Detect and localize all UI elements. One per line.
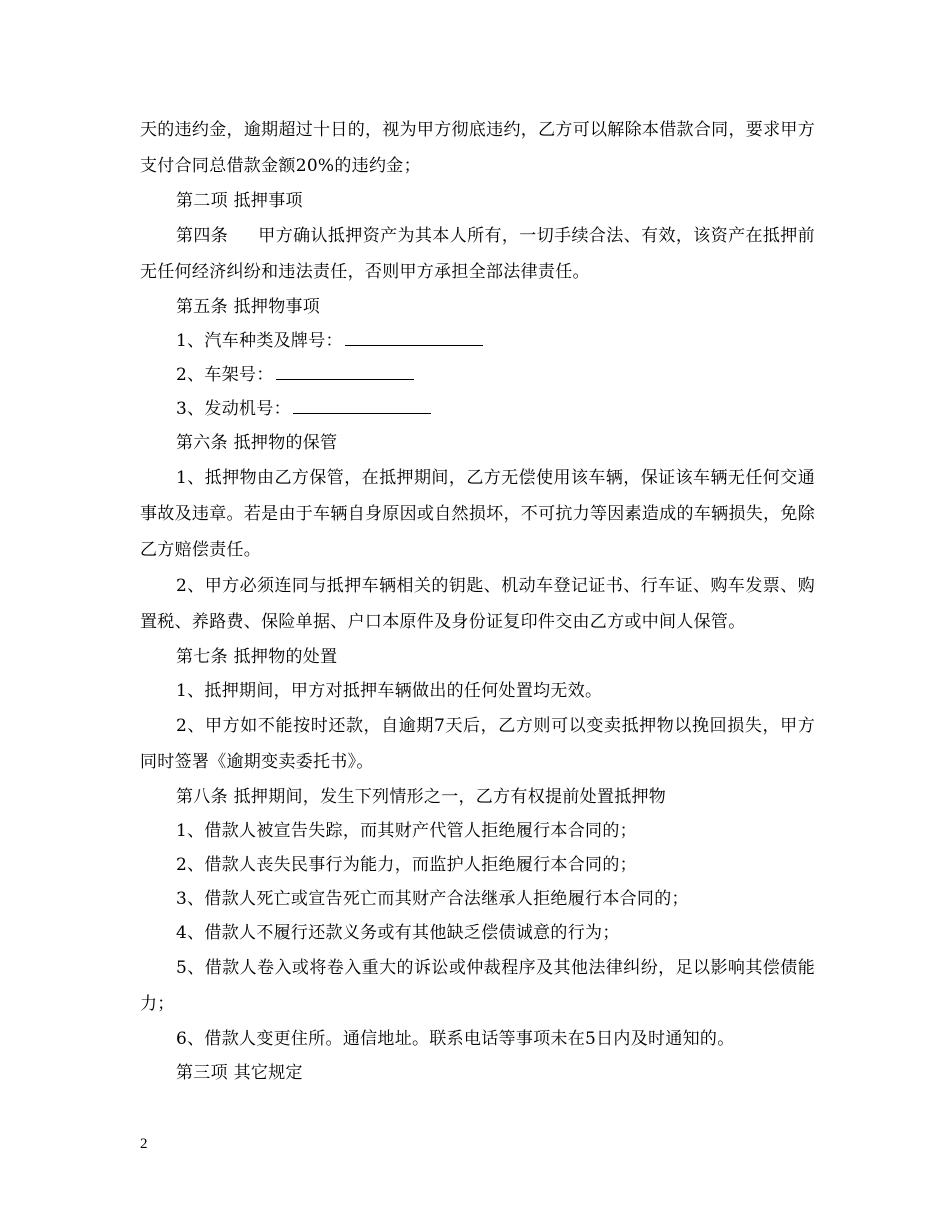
paragraph-penalty-continuation: 天的违约金，逾期超过十日的，视为甲方彻底违约，乙方可以解除本借款合同，要求甲方支付合同总借款金额20%的违约金； bbox=[140, 120, 815, 176]
article-8-clause-2: 2、借款人丧失民事行为能力，而监护人拒绝履行本合同的； bbox=[176, 855, 637, 875]
engine-number-label: 3、发动机号： bbox=[176, 399, 291, 419]
chassis-number-line bbox=[140, 358, 815, 392]
document-body bbox=[140, 112, 815, 1090]
article-7-heading: 第七条 抵押物的处置 bbox=[176, 647, 338, 667]
vehicle-type-plate-line bbox=[140, 324, 815, 358]
engine-number-line bbox=[140, 392, 815, 426]
section-heading-2: 第二项 抵押事项 bbox=[176, 191, 303, 211]
article-7-clause-2: 2、甲方如不能按时还款，自逾期7天后，乙方则可以变卖抵押物以挽回损失，甲方同时签署《逾期变卖委托书》。 bbox=[140, 716, 815, 772]
article-8-clause-5: 5、借款人卷入或将卷入重大的诉讼或仲裁程序及其他法律纠纷，足以影响其偿债能力； bbox=[140, 958, 815, 1014]
vehicle-type-plate-label: 1、汽车种类及牌号： bbox=[176, 331, 343, 351]
page-number: 2 bbox=[140, 1136, 148, 1152]
article-6-clause-1: 1、抵押物由乙方保管，在抵押期间，乙方无偿使用该车辆，保证该车辆无任何交通事故及违章。若是由于车辆自身原因或自然损坏，不可抗力等因素造成的车辆损失，免除乙方赔偿责任。 bbox=[140, 468, 815, 560]
article-6-clause-2: 2、甲方必须连同与抵押车辆相关的钥匙、机动车登记证书、行车证、购车发票、购置税、养路费、保险单据、户口本原件及身份证复印件交由乙方或中间人保管。 bbox=[140, 576, 815, 632]
article-4 bbox=[140, 218, 815, 290]
article-5-heading: 第五条 抵押物事项 bbox=[176, 297, 321, 317]
article-6-heading: 第六条 抵押物的保管 bbox=[176, 433, 338, 453]
article-7-clause-1: 1、抵押期间，甲方对抵押车辆做出的任何处置均无效。 bbox=[176, 681, 603, 701]
article-8-clause-6: 6、借款人变更住所。通信地址。联系电话等事项未在5日内及时通知的。 bbox=[176, 1029, 735, 1049]
article-4-text: 甲方确认抵押资产为其本人所有，一切手续合法、有效，该资产在抵押前无任何经济纠纷和违法责任，否则甲方承担全部法律责任。 bbox=[140, 226, 815, 282]
engine-number-blank bbox=[293, 397, 431, 414]
article-4-label: 第四条 bbox=[176, 226, 229, 246]
article-8-clause-4: 4、借款人不履行还款义务或有其他缺乏偿债诚意的行为； bbox=[176, 923, 620, 943]
vehicle-type-plate-blank bbox=[345, 329, 483, 346]
chassis-number-blank bbox=[276, 363, 414, 380]
section-heading-3: 第三项 其它规定 bbox=[176, 1063, 303, 1083]
chassis-number-label: 2、车架号： bbox=[176, 365, 274, 385]
article-8-heading: 第八条 抵押期间，发生下列情形之一，乙方有权提前处置抵押物 bbox=[176, 787, 667, 807]
article-8-clause-1: 1、借款人被宣告失踪，而其财产代管人拒绝履行本合同的； bbox=[176, 821, 637, 841]
article-8-clause-3: 3、借款人死亡或宣告死亡而其财产合法继承人拒绝履行本合同的； bbox=[176, 889, 689, 909]
